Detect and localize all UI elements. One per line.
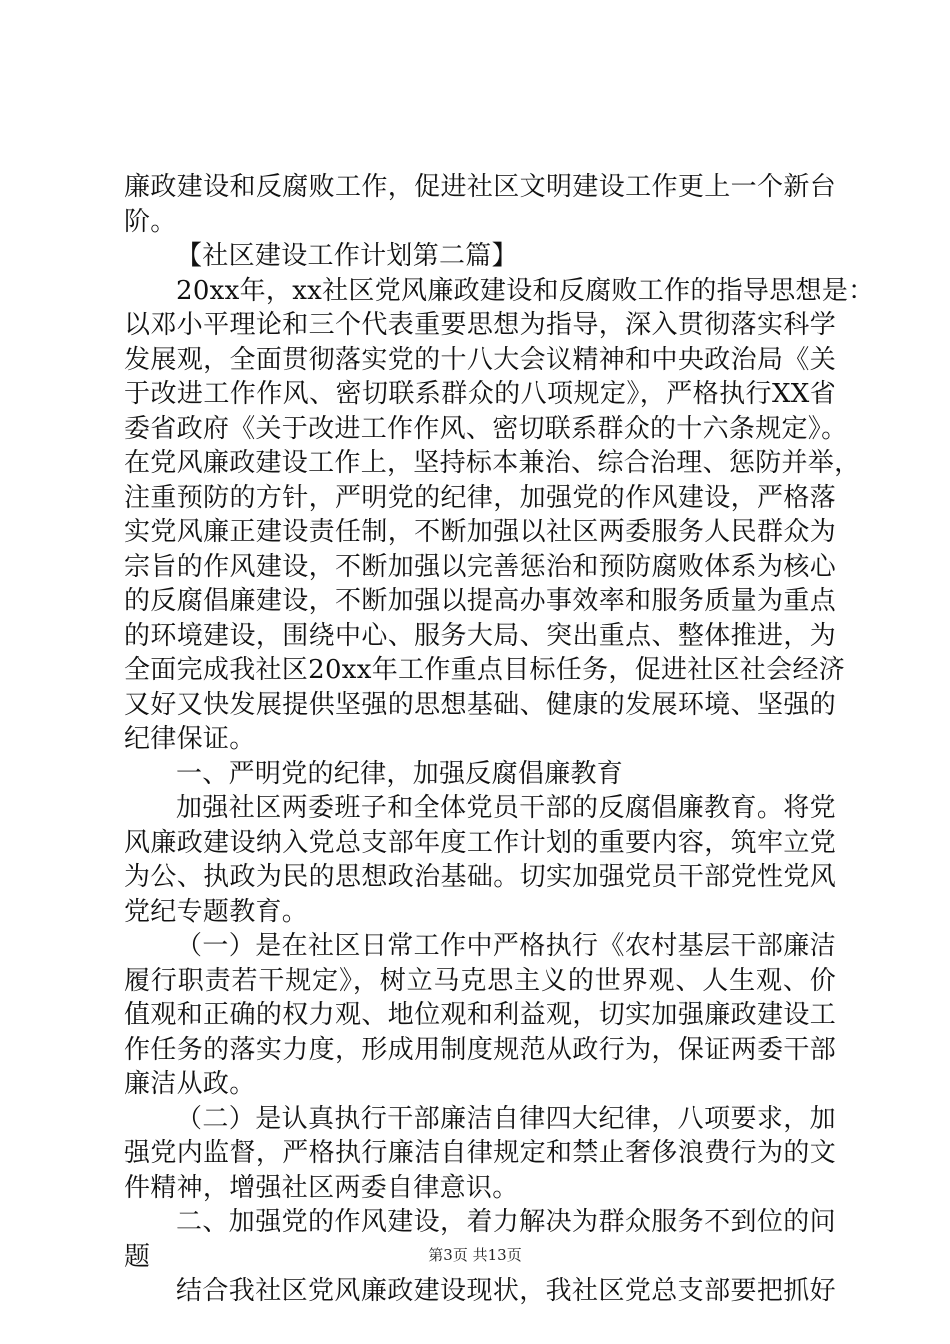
text-line: 委省政府《关于改进工作作风、密切联系群众的十六条规定》。: [124, 413, 848, 444]
text-line: 发展观，全面贯彻落实党的十八大会议精神和中央政治局《关: [124, 344, 836, 375]
text-line: 纪律保证。: [124, 724, 256, 754]
text-line: 风廉政建设纳入党总支部年度工作计划的重要内容，筑牢立党: [124, 827, 836, 858]
text-line: （一）是在社区日常工作中严格执行《农村基层干部廉洁: [176, 931, 836, 961]
text-line: 又好又快发展提供坚强的思想基础、健康的发展环境、坚强的: [124, 689, 836, 720]
text-line: 值观和正确的权力观、地位观和利益观，切实加强廉政建设工: [124, 1000, 836, 1030]
text-line: 于改进工作作风、密切联系群众的八项规定》，严格执行XX省: [124, 379, 836, 409]
text-line: 阶。: [124, 206, 177, 237]
text-line: 作任务的落实力度，形成用制度规范从政行为，保证两委干部: [124, 1034, 836, 1065]
text-line: 廉政建设和反腐败工作，促进社区文明建设工作更上一个新台: [124, 172, 836, 202]
text-line: 廉洁从政。: [124, 1069, 256, 1099]
document-body: [124, 170, 875, 1309]
text-line: 党纪专题教育。: [124, 896, 309, 927]
text-line: 宗旨的作风建设，不断加强以完善惩治和预防腐败体系为核心: [124, 551, 836, 582]
text-line: 全面完成我社区20xx年工作重点目标任务，促进社区社会经济: [124, 655, 846, 685]
text-line: （二）是认真执行干部廉洁自律四大纪律，八项要求，加: [176, 1103, 836, 1134]
text-line: 20xx年，xx社区党风廉政建设和反腐败工作的指导思想是：: [176, 275, 875, 306]
text-line: 以邓小平理论和三个代表重要思想为指导，深入贯彻落实科学: [124, 310, 836, 340]
text-line: 【社区建设工作计划第二篇】: [176, 241, 518, 271]
text-line: 的环境建设，围绕中心、服务大局、突出重点、整体推进，为: [124, 620, 836, 651]
text-line: 的反腐倡廉建设，不断加强以提高办事效率和服务质量为重点: [124, 586, 836, 616]
text-line: 履行职责若干规定》，树立马克思主义的世界观、人生观、价: [124, 965, 836, 996]
text-line: 实党风廉正建设责任制，不断加强以社区两委服务人民群众为: [124, 517, 836, 547]
text-line: 为公、执政为民的思想政治基础。切实加强党员干部党性党风: [124, 862, 836, 892]
text-line: 注重预防的方针，严明党的纪律，加强党的作风建设，严格落: [124, 482, 836, 513]
text-line: 强党内监督，严格执行廉洁自律规定和禁止奢侈浪费行为的文: [124, 1138, 836, 1168]
text-line: 加强社区两委班子和全体党员干部的反腐倡廉教育。将党: [176, 793, 836, 823]
text-line: 二、加强党的作风建设，着力解决为群众服务不到位的问: [176, 1207, 836, 1237]
text-line: 件精神，增强社区两委自律意识。: [124, 1172, 519, 1203]
text-line: 一、严明党的纪律，加强反腐倡廉教育: [176, 758, 624, 789]
page-number-footer: 第3页 共13页: [428, 1246, 522, 1264]
text-line: 题: [124, 1241, 151, 1272]
text-line: 在党风廉政建设工作上，坚持标本兼治、综合治理、惩防并举，: [124, 448, 861, 478]
text-line: 结合我社区党风廉政建设现状，我社区党总支部要把抓好: [176, 1276, 836, 1306]
